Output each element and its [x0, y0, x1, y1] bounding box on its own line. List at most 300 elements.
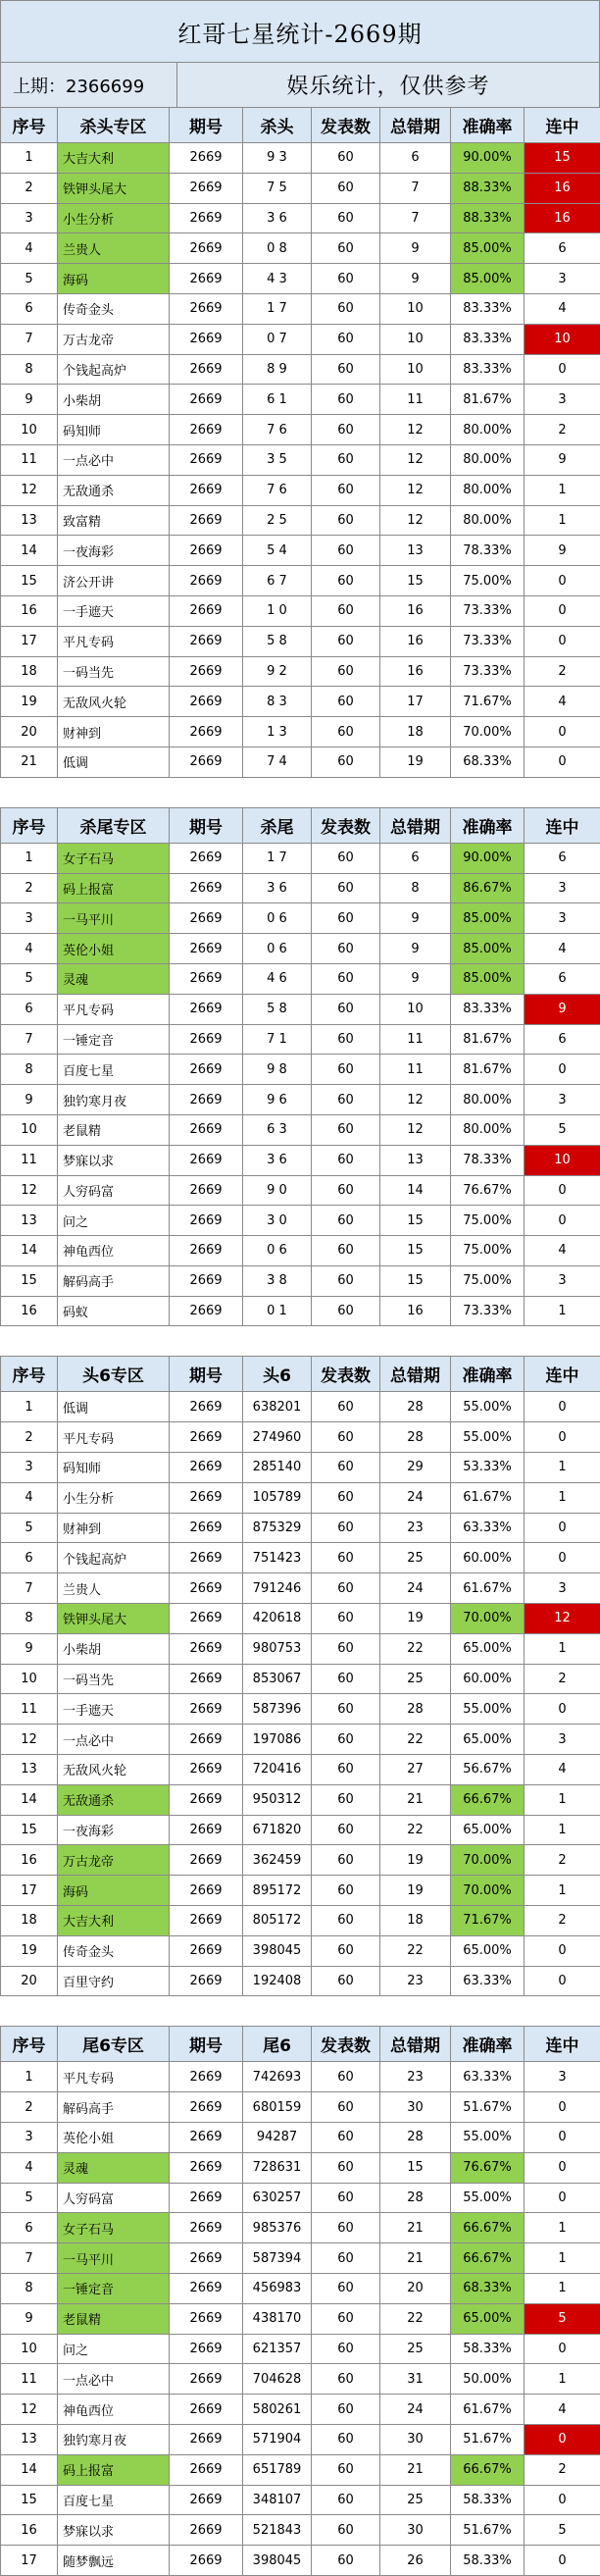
published-count-cell: 60 — [312, 1784, 380, 1815]
issue-number-cell: 2669 — [170, 595, 243, 626]
table-row — [1, 1236, 600, 1266]
row-index-cell: 3 — [1, 2123, 58, 2153]
streak-cell: 2 — [525, 1664, 600, 1694]
published-count-cell: 60 — [312, 1422, 380, 1453]
streak-cell: 3 — [525, 903, 600, 934]
column-header: 头6专区 — [58, 1357, 170, 1392]
source-name-cell: 大吉大利 — [58, 1906, 170, 1936]
column-header: 总错期 — [380, 108, 451, 143]
accuracy-cell: 61.67% — [451, 1573, 525, 1604]
row-index-cell: 1 — [1, 843, 58, 873]
total-miss-cell: 16 — [380, 1296, 451, 1326]
row-index-cell: 15 — [1, 566, 58, 596]
accuracy-cell: 55.00% — [451, 1392, 525, 1422]
source-name-cell: 海码 — [58, 1876, 170, 1906]
prediction-cell: 362459 — [243, 1845, 312, 1876]
accuracy-cell: 55.00% — [451, 2123, 525, 2153]
stats-table — [0, 107, 600, 778]
streak-cell: 0 — [525, 2183, 600, 2213]
source-name-cell: 人穷码富 — [58, 2183, 170, 2213]
source-name-cell: 一点必中 — [58, 2364, 170, 2395]
prediction-cell: 6 7 — [243, 566, 312, 596]
published-count-cell: 60 — [312, 873, 380, 903]
accuracy-cell: 65.00% — [451, 1633, 525, 1664]
table-row — [1, 293, 600, 324]
total-miss-cell: 31 — [380, 2364, 451, 2395]
row-index-cell: 5 — [1, 2183, 58, 2213]
table-row — [1, 566, 600, 596]
source-name-cell: 问之 — [58, 2334, 170, 2364]
source-name-cell: 神龟西位 — [58, 1236, 170, 1266]
row-index-cell: 10 — [1, 1664, 58, 1694]
accuracy-cell: 75.00% — [451, 1265, 525, 1296]
source-name-cell: 英伦小姐 — [58, 934, 170, 964]
issue-number-cell: 2669 — [170, 1725, 243, 1755]
streak-cell: 2 — [525, 2454, 600, 2485]
total-miss-cell: 21 — [380, 2243, 451, 2274]
total-miss-cell: 25 — [380, 1664, 451, 1694]
accuracy-cell: 85.00% — [451, 264, 525, 294]
total-miss-cell: 12 — [380, 505, 451, 536]
total-miss-cell: 18 — [380, 1906, 451, 1936]
table-row — [1, 2183, 600, 2213]
table-row — [1, 595, 600, 626]
row-index-cell: 13 — [1, 505, 58, 536]
accuracy-cell: 75.00% — [451, 566, 525, 596]
source-name-cell: 财神到 — [58, 717, 170, 747]
source-name-cell: 一马平川 — [58, 903, 170, 934]
prediction-cell: 197086 — [243, 1725, 312, 1755]
published-count-cell: 60 — [312, 1876, 380, 1906]
accuracy-cell: 65.00% — [451, 1725, 525, 1755]
total-miss-cell: 22 — [380, 1633, 451, 1664]
stats-table — [0, 2026, 600, 2576]
prediction-cell: 7 1 — [243, 1024, 312, 1055]
table-row — [1, 2092, 600, 2123]
issue-number-cell: 2669 — [170, 873, 243, 903]
streak-cell: 6 — [525, 1024, 600, 1055]
table-row — [1, 1784, 600, 1815]
accuracy-cell: 63.33% — [451, 1966, 525, 1996]
streak-cell: 2 — [525, 415, 600, 445]
published-count-cell: 60 — [312, 2546, 380, 2576]
section-gap — [0, 1326, 600, 1356]
prediction-cell: 9 0 — [243, 1175, 312, 1206]
accuracy-cell: 58.33% — [451, 2485, 525, 2515]
prediction-cell: 742693 — [243, 2062, 312, 2092]
row-index-cell: 20 — [1, 717, 58, 747]
issue-number-cell: 2669 — [170, 903, 243, 934]
accuracy-cell: 76.67% — [451, 1175, 525, 1206]
total-miss-cell: 22 — [380, 1815, 451, 1845]
accuracy-cell: 65.00% — [451, 2303, 525, 2334]
table-row — [1, 1876, 600, 1906]
source-name-cell: 财神到 — [58, 1513, 170, 1543]
total-miss-cell: 22 — [380, 1935, 451, 1966]
issue-number-cell: 2669 — [170, 2454, 243, 2485]
issue-number-cell: 2669 — [170, 2364, 243, 2395]
accuracy-cell: 66.67% — [451, 2454, 525, 2485]
table-row — [1, 2334, 600, 2364]
published-count-cell: 60 — [312, 536, 380, 566]
source-name-cell: 无敌通杀 — [58, 475, 170, 505]
total-miss-cell: 24 — [380, 1482, 451, 1513]
table-row — [1, 536, 600, 566]
total-miss-cell: 28 — [380, 2123, 451, 2153]
published-count-cell: 60 — [312, 1755, 380, 1785]
published-count-cell: 60 — [312, 2454, 380, 2485]
source-name-cell: 老鼠精 — [58, 1114, 170, 1145]
issue-number-cell: 2669 — [170, 717, 243, 747]
table-row — [1, 1755, 600, 1785]
prediction-cell: 398045 — [243, 2546, 312, 2576]
previous-draw: 上期：2366699 — [1, 63, 177, 107]
column-header: 发表数 — [312, 807, 380, 843]
streak-cell: 3 — [525, 1573, 600, 1604]
table-row — [1, 2485, 600, 2515]
issue-number-cell: 2669 — [170, 2092, 243, 2123]
row-index-cell: 1 — [1, 143, 58, 174]
prediction-cell: 895172 — [243, 1876, 312, 1906]
accuracy-cell: 60.00% — [451, 1543, 525, 1573]
table-header-row — [1, 2027, 600, 2062]
accuracy-cell: 85.00% — [451, 963, 525, 994]
source-name-cell: 问之 — [58, 1206, 170, 1236]
row-index-cell: 3 — [1, 1453, 58, 1483]
accuracy-cell: 73.33% — [451, 656, 525, 687]
table-row — [1, 2213, 600, 2243]
row-index-cell: 16 — [1, 2515, 58, 2546]
issue-number-cell: 2669 — [170, 2183, 243, 2213]
accuracy-cell: 80.00% — [451, 444, 525, 475]
prediction-cell: 587394 — [243, 2243, 312, 2274]
source-name-cell: 一锤定音 — [58, 2274, 170, 2304]
row-index-cell: 2 — [1, 1422, 58, 1453]
prediction-cell: 571904 — [243, 2424, 312, 2454]
row-index-cell: 9 — [1, 1085, 58, 1115]
stats-table — [0, 1356, 600, 1996]
issue-number-cell: 2669 — [170, 203, 243, 233]
row-index-cell: 12 — [1, 1725, 58, 1755]
prediction-cell: 671820 — [243, 1815, 312, 1845]
accuracy-cell: 66.67% — [451, 1784, 525, 1815]
table-row — [1, 717, 600, 747]
total-miss-cell: 12 — [380, 475, 451, 505]
source-name-cell: 独钓寒月夜 — [58, 2424, 170, 2454]
table-row — [1, 934, 600, 964]
source-name-cell: 一码当先 — [58, 656, 170, 687]
streak-cell: 0 — [525, 1055, 600, 1085]
issue-number-cell: 2669 — [170, 1966, 243, 1996]
row-index-cell: 5 — [1, 1513, 58, 1543]
source-name-cell: 铁钾头尾大 — [58, 173, 170, 203]
published-count-cell: 60 — [312, 687, 380, 717]
issue-number-cell: 2669 — [170, 233, 243, 264]
source-name-cell: 码蚁 — [58, 1296, 170, 1326]
row-index-cell: 1 — [1, 1392, 58, 1422]
table-row — [1, 505, 600, 536]
source-name-cell: 无敌通杀 — [58, 1784, 170, 1815]
streak-cell: 10 — [525, 1145, 600, 1175]
accuracy-cell: 75.00% — [451, 1206, 525, 1236]
total-miss-cell: 12 — [380, 415, 451, 445]
accuracy-cell: 61.67% — [451, 1482, 525, 1513]
issue-number-cell: 2669 — [170, 264, 243, 294]
source-name-cell: 女子石马 — [58, 843, 170, 873]
column-header: 总错期 — [380, 807, 451, 843]
issue-number-cell: 2669 — [170, 1085, 243, 1115]
column-header: 序号 — [1, 807, 58, 843]
prediction-cell: 630257 — [243, 2183, 312, 2213]
issue-number-cell: 2669 — [170, 1392, 243, 1422]
source-name-cell: 女子石马 — [58, 2213, 170, 2243]
accuracy-cell: 83.33% — [451, 293, 525, 324]
issue-number-cell: 2669 — [170, 1114, 243, 1145]
total-miss-cell: 13 — [380, 1145, 451, 1175]
published-count-cell: 60 — [312, 2395, 380, 2425]
prediction-cell: 0 1 — [243, 1296, 312, 1326]
table-row — [1, 1453, 600, 1483]
issue-number-cell: 2669 — [170, 2546, 243, 2576]
prediction-cell: 980753 — [243, 1633, 312, 1664]
source-name-cell: 万古龙帝 — [58, 1845, 170, 1876]
prediction-cell: 1 7 — [243, 843, 312, 873]
streak-cell: 0 — [525, 1543, 600, 1573]
issue-number-cell: 2669 — [170, 1055, 243, 1085]
published-count-cell: 60 — [312, 1392, 380, 1422]
table-row — [1, 2364, 600, 2395]
prediction-cell: 9 8 — [243, 1055, 312, 1085]
streak-cell: 3 — [525, 264, 600, 294]
prediction-cell: 7 6 — [243, 475, 312, 505]
row-index-cell: 15 — [1, 1265, 58, 1296]
accuracy-cell: 55.00% — [451, 1694, 525, 1725]
published-count-cell: 60 — [312, 354, 380, 385]
accuracy-cell: 90.00% — [451, 143, 525, 174]
prediction-cell: 0 6 — [243, 903, 312, 934]
row-index-cell: 12 — [1, 2395, 58, 2425]
accuracy-cell: 78.33% — [451, 1145, 525, 1175]
streak-cell: 6 — [525, 233, 600, 264]
published-count-cell: 60 — [312, 2485, 380, 2515]
prediction-cell: 985376 — [243, 2213, 312, 2243]
accuracy-cell: 76.67% — [451, 2152, 525, 2183]
table-row — [1, 2123, 600, 2153]
prediction-cell: 9 3 — [243, 143, 312, 174]
prediction-cell: 420618 — [243, 1604, 312, 1634]
source-name-cell: 致富精 — [58, 505, 170, 536]
total-miss-cell: 16 — [380, 656, 451, 687]
accuracy-cell: 81.67% — [451, 385, 525, 415]
source-name-cell: 神龟西位 — [58, 2395, 170, 2425]
table-row — [1, 415, 600, 445]
streak-cell: 0 — [525, 2485, 600, 2515]
issue-number-cell: 2669 — [170, 1265, 243, 1296]
issue-number-cell: 2669 — [170, 843, 243, 873]
source-name-cell: 梦寐以求 — [58, 1145, 170, 1175]
table-row — [1, 1145, 600, 1175]
accuracy-cell: 63.33% — [451, 2062, 525, 2092]
total-miss-cell: 19 — [380, 1845, 451, 1876]
total-miss-cell: 10 — [380, 293, 451, 324]
source-name-cell: 百度七星 — [58, 2485, 170, 2515]
table-row — [1, 1265, 600, 1296]
table-row — [1, 233, 600, 264]
row-index-cell: 8 — [1, 1604, 58, 1634]
prediction-cell: 3 8 — [243, 1265, 312, 1296]
streak-cell: 1 — [525, 1296, 600, 1326]
row-index-cell: 9 — [1, 385, 58, 415]
published-count-cell: 60 — [312, 293, 380, 324]
row-index-cell: 21 — [1, 747, 58, 777]
row-index-cell: 6 — [1, 2213, 58, 2243]
prediction-cell: 0 6 — [243, 934, 312, 964]
published-count-cell: 60 — [312, 843, 380, 873]
issue-number-cell: 2669 — [170, 415, 243, 445]
column-header: 期号 — [170, 108, 243, 143]
prediction-cell: 5 8 — [243, 626, 312, 656]
accuracy-cell: 81.67% — [451, 1024, 525, 1055]
total-miss-cell: 15 — [380, 1265, 451, 1296]
total-miss-cell: 12 — [380, 1085, 451, 1115]
row-index-cell: 14 — [1, 536, 58, 566]
table-row — [1, 1175, 600, 1206]
published-count-cell: 60 — [312, 173, 380, 203]
row-index-cell: 2 — [1, 2092, 58, 2123]
total-miss-cell: 28 — [380, 1694, 451, 1725]
total-miss-cell: 28 — [380, 1392, 451, 1422]
issue-number-cell: 2669 — [170, 173, 243, 203]
streak-cell: 15 — [525, 143, 600, 174]
table-row — [1, 1664, 600, 1694]
prediction-cell: 0 6 — [243, 1236, 312, 1266]
published-count-cell: 60 — [312, 1024, 380, 1055]
total-miss-cell: 24 — [380, 1573, 451, 1604]
total-miss-cell: 24 — [380, 2395, 451, 2425]
published-count-cell: 60 — [312, 1664, 380, 1694]
accuracy-cell: 80.00% — [451, 1085, 525, 1115]
column-header: 准确率 — [451, 108, 525, 143]
published-count-cell: 60 — [312, 2152, 380, 2183]
published-count-cell: 60 — [312, 2364, 380, 2395]
table-row — [1, 324, 600, 354]
accuracy-cell: 61.67% — [451, 2395, 525, 2425]
source-name-cell: 码知师 — [58, 1453, 170, 1483]
row-index-cell: 1 — [1, 2062, 58, 2092]
accuracy-cell: 80.00% — [451, 475, 525, 505]
published-count-cell: 60 — [312, 1055, 380, 1085]
published-count-cell: 60 — [312, 143, 380, 174]
accuracy-cell: 88.33% — [451, 173, 525, 203]
issue-number-cell: 2669 — [170, 536, 243, 566]
accuracy-cell: 78.33% — [451, 536, 525, 566]
issue-number-cell: 2669 — [170, 1482, 243, 1513]
issue-number-cell: 2669 — [170, 1845, 243, 1876]
row-index-cell: 7 — [1, 2243, 58, 2274]
streak-cell: 0 — [525, 1392, 600, 1422]
prediction-cell: 8 3 — [243, 687, 312, 717]
total-miss-cell: 27 — [380, 1755, 451, 1785]
table-row — [1, 903, 600, 934]
accuracy-cell: 50.00% — [451, 2364, 525, 2395]
issue-number-cell: 2669 — [170, 1664, 243, 1694]
prediction-cell: 0 8 — [243, 233, 312, 264]
prediction-cell: 853067 — [243, 1664, 312, 1694]
source-name-cell: 一码当先 — [58, 1664, 170, 1694]
column-header: 期号 — [170, 2027, 243, 2062]
row-index-cell: 16 — [1, 1296, 58, 1326]
prediction-cell: 6 3 — [243, 1114, 312, 1145]
prediction-cell: 651789 — [243, 2454, 312, 2485]
streak-cell: 0 — [525, 1966, 600, 1996]
row-index-cell: 3 — [1, 903, 58, 934]
total-miss-cell: 15 — [380, 1206, 451, 1236]
published-count-cell: 60 — [312, 415, 380, 445]
published-count-cell: 60 — [312, 2123, 380, 2153]
source-name-cell: 随梦飘远 — [58, 2546, 170, 2576]
source-name-cell: 小柴胡 — [58, 1633, 170, 1664]
row-index-cell: 12 — [1, 1175, 58, 1206]
total-miss-cell: 15 — [380, 2152, 451, 2183]
row-index-cell: 11 — [1, 2364, 58, 2395]
table-row — [1, 1604, 600, 1634]
table-row — [1, 264, 600, 294]
table-row — [1, 475, 600, 505]
streak-cell: 0 — [525, 1935, 600, 1966]
streak-cell: 0 — [525, 2152, 600, 2183]
row-index-cell: 8 — [1, 2274, 58, 2304]
streak-cell: 3 — [525, 1265, 600, 1296]
row-index-cell: 20 — [1, 1966, 58, 1996]
published-count-cell: 60 — [312, 264, 380, 294]
accuracy-cell: 70.00% — [451, 1845, 525, 1876]
table-row — [1, 1935, 600, 1966]
row-index-cell: 6 — [1, 994, 58, 1024]
table-row — [1, 354, 600, 385]
row-index-cell: 13 — [1, 1206, 58, 1236]
table-row — [1, 1392, 600, 1422]
source-name-cell: 海码 — [58, 264, 170, 294]
column-header: 连中 — [525, 807, 600, 843]
total-miss-cell: 25 — [380, 2485, 451, 2515]
total-miss-cell: 9 — [380, 233, 451, 264]
accuracy-cell: 71.67% — [451, 1906, 525, 1936]
prediction-cell: 438170 — [243, 2303, 312, 2334]
table-row — [1, 143, 600, 174]
prediction-cell: 1 0 — [243, 595, 312, 626]
table-row — [1, 1694, 600, 1725]
total-miss-cell: 25 — [380, 1543, 451, 1573]
published-count-cell: 60 — [312, 2213, 380, 2243]
column-header: 连中 — [525, 2027, 600, 2062]
row-index-cell: 7 — [1, 1573, 58, 1604]
accuracy-cell: 53.33% — [451, 1453, 525, 1483]
column-header: 发表数 — [312, 108, 380, 143]
published-count-cell: 60 — [312, 626, 380, 656]
total-miss-cell: 11 — [380, 1024, 451, 1055]
subheader — [0, 63, 600, 107]
prediction-cell: 587396 — [243, 1694, 312, 1725]
column-header: 序号 — [1, 2027, 58, 2062]
published-count-cell: 60 — [312, 2243, 380, 2274]
streak-cell: 1 — [525, 1453, 600, 1483]
source-name-cell: 无敌风火轮 — [58, 687, 170, 717]
issue-number-cell: 2669 — [170, 687, 243, 717]
prediction-cell: 285140 — [243, 1453, 312, 1483]
table-row — [1, 2395, 600, 2425]
issue-number-cell: 2669 — [170, 1755, 243, 1785]
table-row — [1, 203, 600, 233]
